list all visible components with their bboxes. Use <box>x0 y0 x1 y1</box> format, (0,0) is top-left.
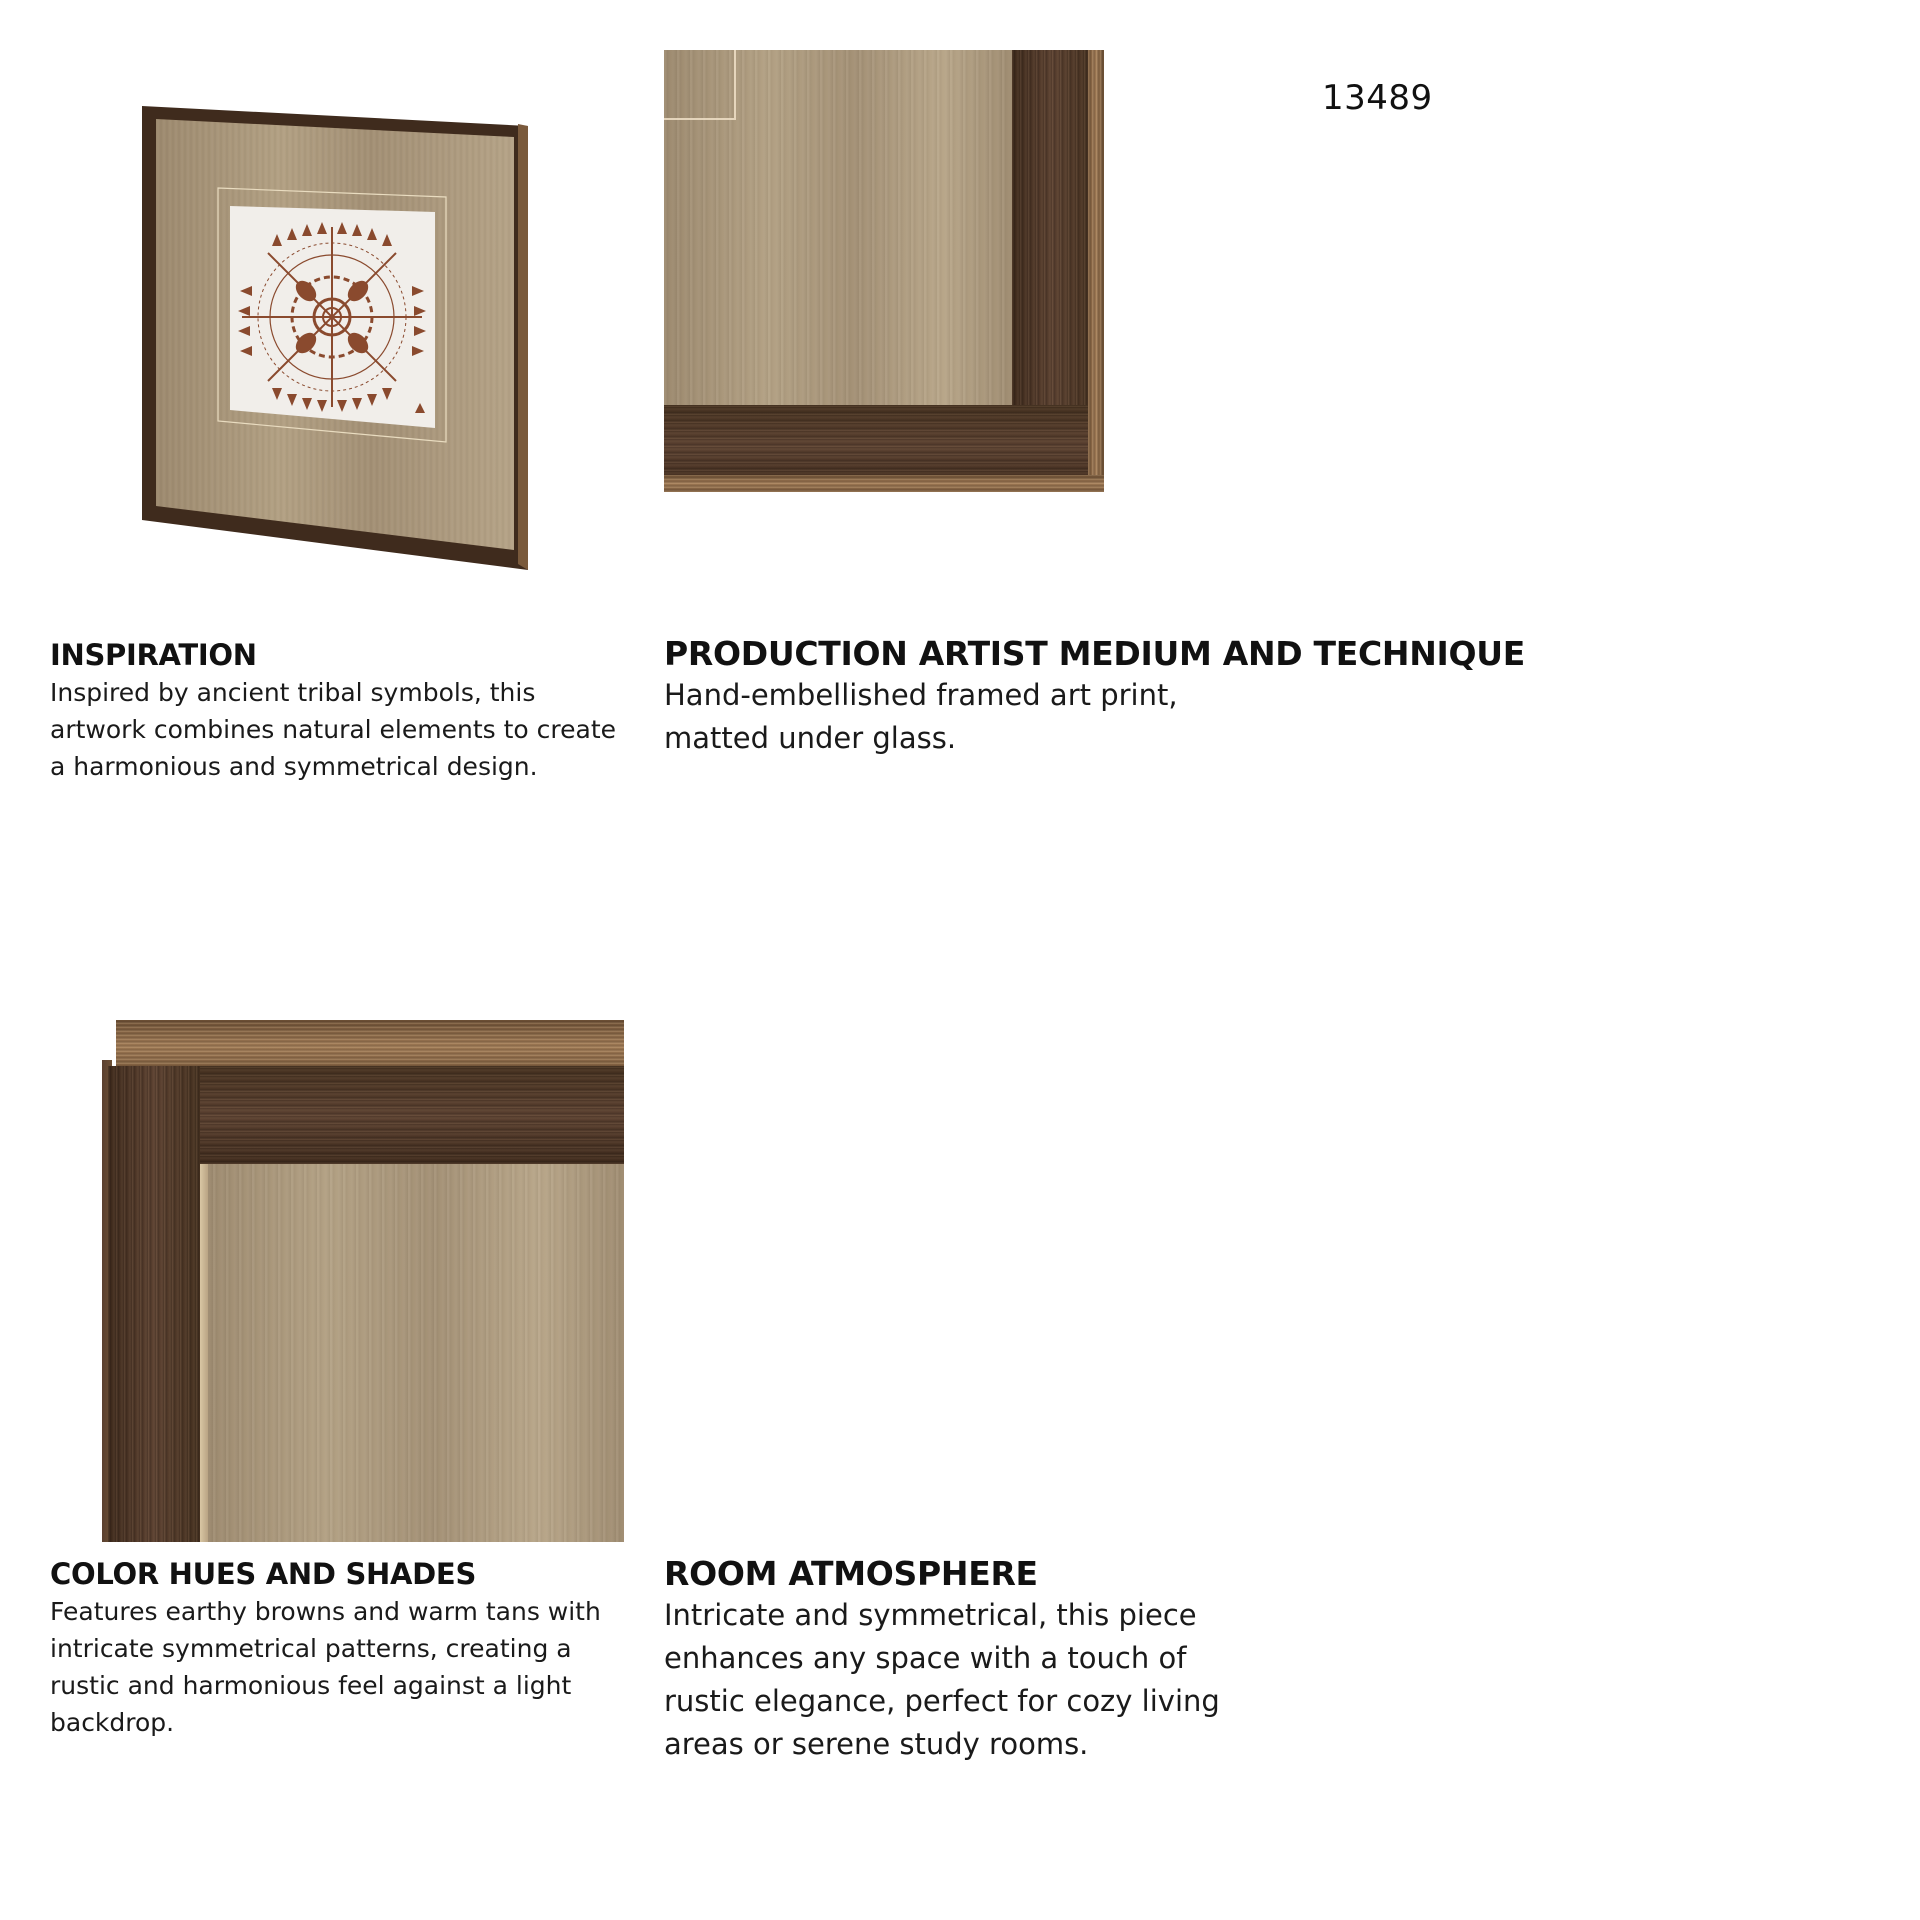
frame-right-edge <box>1088 50 1104 492</box>
text-line: Hand-embellished framed art print, <box>664 678 1178 712</box>
production-heading: PRODUCTION ARTIST MEDIUM AND TECHNIQUE <box>664 634 1526 673</box>
text-line: enhances any space with a touch of <box>664 1641 1187 1675</box>
mat-bevel <box>200 1164 208 1542</box>
mat-inner-line <box>664 50 736 120</box>
frame-left-rail <box>108 1066 200 1542</box>
frame-bottom-edge <box>664 475 1104 492</box>
text-line: Features earthy browns and warm tans with <box>50 1597 601 1626</box>
color-text <box>50 1593 620 1741</box>
text-line: rustic and harmonious feel against a light <box>50 1671 572 1700</box>
text-line: a harmonious and symmetrical design. <box>50 752 538 781</box>
frame-corner-detail-image <box>664 50 1104 492</box>
inspiration-text <box>50 674 620 785</box>
text-line: backdrop. <box>50 1708 175 1737</box>
inspiration-section <box>50 636 620 785</box>
text-line: Inspired by ancient tribal symbols, this <box>50 678 536 707</box>
text-line: areas or serene study rooms. <box>664 1727 1089 1761</box>
mat-board <box>200 1164 624 1542</box>
text-line: intricate symmetrical patterns, creating a <box>50 1634 572 1663</box>
room-section <box>664 1554 1244 1766</box>
color-section <box>50 1555 620 1741</box>
frame-top-edge <box>116 1020 624 1072</box>
production-text <box>664 674 1544 760</box>
color-heading: COLOR HUES AND SHADES <box>50 1557 477 1591</box>
text-line: artwork combines natural elements to create <box>50 715 617 744</box>
production-section <box>664 634 1544 760</box>
room-heading: ROOM ATMOSPHERE <box>664 1554 1038 1593</box>
text-line: matted under glass. <box>664 721 957 755</box>
room-text <box>664 1594 1244 1766</box>
product-number: 13489 <box>1322 78 1433 118</box>
text-line: Intricate and symmetrical, this piece <box>664 1598 1197 1632</box>
frame-corner-closeup-image <box>102 1020 624 1542</box>
framed-art-image <box>142 106 528 570</box>
inspiration-heading: INSPIRATION <box>50 638 257 672</box>
text-line: rustic elegance, perfect for cozy living <box>664 1684 1220 1718</box>
